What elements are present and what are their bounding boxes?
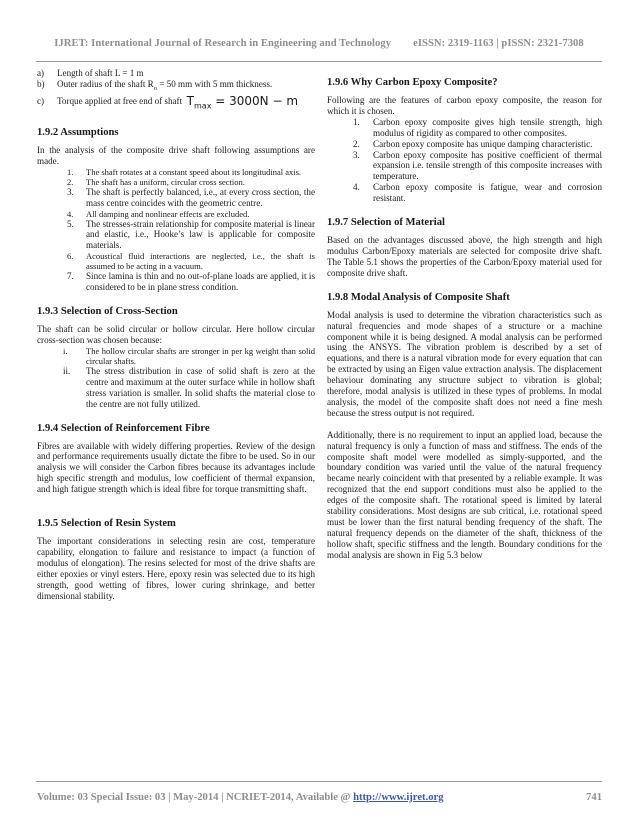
list-item: b) Outer radius of the shaft $R_o = 50$ mm with 5 mm thickness. (37, 78, 273, 92)
section-heading: 1.9.3 Selection of Cross-Section (37, 306, 178, 318)
page-footer (37, 792, 602, 803)
page-number: 741 (586, 792, 602, 803)
paragraph: Fibres are available with widely differing properties. Review of the design and performance requirements usually dictate the fibre to be used. So in our analysis we will consider the Carbon fibres because its advantages include high specific strength and modulus, low coefficient of thermal expansion, and high fatigue strength which is ideal fibre for torque transmitting shaft. (37, 440, 315, 495)
list-item: 1. Carbon epoxy composite gives high tensile strength, high modulus of rigidity as compared to other composites. (353, 116, 602, 138)
list-item: ii. The stress distribution in case of solid shaft is zero at the centre and maximum at the outer surface while in hollow shaft stress variation is smaller. In solid shafts the material close to the centre are not fully utilized. (63, 365, 315, 409)
paragraph: The important considerations in selecting resin are cost, temperature capability, elongation to failure and resistance to impact (a function of modulus of elongation). The resins selected for most of the drive shafts are either epoxies or vinyl esters. Here, epoxy resin was selected due to its high strength, good wetting of fibres, lower curing shrinkage, and better dimensional stability. (37, 536, 315, 601)
list-item: 4. All damping and nonlinear effects are excluded. (67, 208, 250, 219)
paragraph: Based on the advantages discussed above, the high strength and high modulus Carbon/Epoxy materials are selected for composite drive shaft. The Table 5.1 shows the properties of the Carbon/Epoxy material used for composite drive shaft. (327, 235, 602, 278)
torque-equation: $T_{max} = 3000N - m$ (186, 93, 299, 111)
page-header (0, 38, 638, 49)
paragraph: Following are the features of carbon epoxy composite, the reason for which it is chosen. (327, 95, 602, 116)
list-item: a) Length of shaft L = 1 m (37, 68, 144, 78)
footer-text: Volume: 03 Special Issue: 03 | May-2014 | NCRIET-2014, Available @ (37, 792, 354, 803)
list-item: c) Torque applied at free end of shaft $T_{max} = 3000N - m$ (37, 93, 299, 111)
list-item: 2. Carbon epoxy composite has unique damping characteristic. (353, 138, 593, 149)
section-heading: 1.9.2 Assumptions (37, 126, 119, 138)
footer-rule (36, 781, 602, 782)
journal-title: IJRET: International Journal of Research in Engineering and Technology (54, 38, 392, 49)
header-rule (36, 61, 602, 62)
section-heading: 1.9.8 Modal Analysis of Composite Shaft (327, 291, 510, 303)
issn: eISSN: 2319-1163 | pISSN: 2321-7308 (413, 38, 584, 49)
right-column (327, 68, 602, 561)
paragraph: In the analysis of the composite drive shaft following assumptions are made. (37, 144, 315, 166)
journal-link[interactable]: http://www.ijret.org (353, 792, 444, 803)
section-heading: 1.9.6 Why Carbon Epoxy Composite? (327, 77, 498, 88)
list-item: 3. The shaft is perfectly balanced, i.e., at every cross section, the mass centre coincides with the geometric centre. (67, 186, 315, 208)
paragraph: Additionally, there is no requirement to input an applied load, because the natural frequency is only a function of mass and stiffness. The ends of the composite shaft model were modelled as simply-supported, and the boundary condition was varied until the value of the natural frequency became nearly coincident with that presented by a reliable example. It was recognized that the end support conditions must also be applied to the edges of the composite shaft. The rotational speed is limited by lateral stability considerations. Most designs are sub critical, i.e. rotational speed must be lower than the first natural bending frequency of the shaft. The natural frequency depends on the diameter of the shaft, thickness of the hollow shaft, specific stiffness and the length. Boundary conditions for the modal analysis are shown in Fig 5.3 below (327, 429, 602, 560)
features-list (327, 117, 602, 204)
given-list (37, 68, 315, 112)
paragraph: The shaft can be solid circular or hollow circular. Here hollow circular cross-section was chosen because: (37, 324, 315, 345)
left-column (37, 68, 315, 601)
section-heading: 1.9.4 Selection of Reinforcement Fibre (37, 422, 210, 434)
list-item: 2. The shaft has a uniform, circular cross section. (67, 176, 245, 187)
section-heading: 1.9.7 Selection of Material (327, 217, 445, 229)
section-heading: 1.9.5 Selection of Resin System (37, 518, 176, 530)
list-item: 6. Acoustical fluid interactions are neglected, i.e., the shaft is assumed to be acting in a vacuum. (67, 251, 315, 272)
list-item: 1. The shaft rotates at a constant speed about its longitudinal axis. (67, 166, 302, 177)
list-item: 7. Since lamina is thin and no out-of-plane loads are applied, it is considered to be in plane stress condition. (67, 271, 315, 293)
paragraph: Modal analysis is used to determine the vibration characteristics such as natural frequencies and mode shapes of a structure or a machine component while it is being designed. A modal analysis can be performed using the ANSYS. The vibration problem is described by a set of equations, and there is a natural vibration mode for every equation that can be extracted by using an Eigen value extraction analysis. The displacement behaviour dominating any structure subject to vibration is global; therefore, modal analysis is utilized in these types of problems. In modal analysis, the model of the composite shaft does not need a fine mesh because the stress output is not required. (327, 309, 602, 418)
assumptions-list (37, 167, 315, 293)
cross-section-list (37, 346, 315, 410)
list-item: i. The hollow circular shafts are stronger in per kg weight than solid circular shafts. (63, 345, 315, 366)
list-item: 3. Carbon epoxy composite has positive coefficient of thermal expansion i.e. tensile strength of this composite increases with temperature. (353, 149, 602, 182)
list-item: 4. Carbon epoxy composite is fatigue, wear and corrosion resistant. (353, 182, 602, 204)
list-item: 5. The stresses-strain relationship for composite material is linear and elastic, i.e., Hooke’s law is applicable for composite materials. (67, 218, 315, 251)
